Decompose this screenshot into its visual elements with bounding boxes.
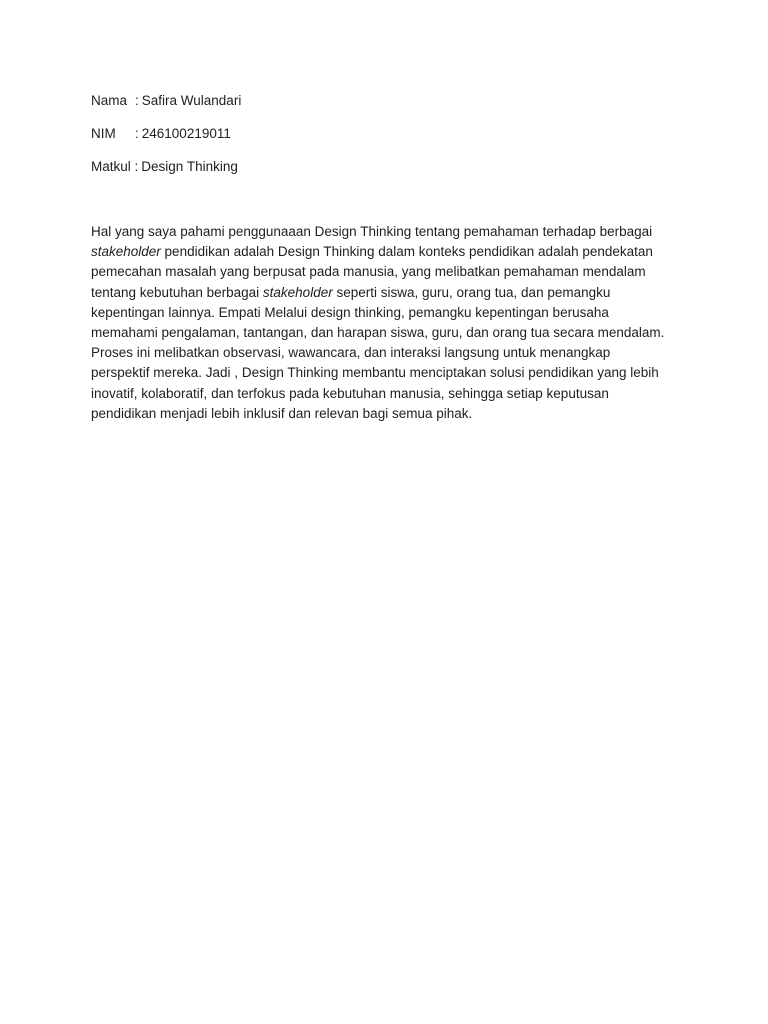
paragraph-line: pemecahan masalah yang berpusat pada manusia, yang melibatkan pemahaman mendalam <box>91 264 646 280</box>
nim-label: NIM <box>91 126 116 141</box>
essay-paragraph <box>91 222 681 424</box>
student-info <box>91 92 241 191</box>
paragraph-line: Hal yang saya pahami penggunaaan Design Thinking tentang pemahaman terhadap berbagai <box>91 224 653 239</box>
paragraph-line: kepentingan lainnya. Empati Melalui design thinking, pemangku kepentingan berusaha <box>91 304 609 320</box>
paragraph-line: pendidikan menjadi lebih inklusif dan relevan bagi semua pihak. <box>91 405 473 421</box>
nim-separator: : <box>135 126 139 141</box>
nim-value: 246100219011 <box>141 126 231 141</box>
course-row <box>91 158 241 176</box>
name-row <box>91 92 241 110</box>
nim-row <box>91 125 241 143</box>
paragraph-line <box>91 242 681 262</box>
course-value: Design Thinking <box>141 159 238 174</box>
name-value: Safira Wulandari <box>141 93 242 108</box>
course-label: Matkul <box>91 159 131 174</box>
paragraph-line: memahami pengalaman, tantangan, dan harapan siswa, guru, dan orang tua secara mendalam. <box>91 325 665 341</box>
stakeholder-term: stakeholder <box>262 284 333 300</box>
name-separator: : <box>135 93 139 108</box>
paragraph-line-text: seperti siswa, guru, orang tua, dan pemangku <box>332 284 611 300</box>
paragraph-line: inovatif, kolaboratif, dan terfokus pada kebutuhan manusia, sehingga setiap keputusan <box>91 385 609 401</box>
paragraph-line-text: pendidikan adalah Design Thinking dalam konteks pendidikan adalah pendekatan <box>160 244 653 260</box>
paragraph-line-text: tentang kebutuhan berbagai <box>91 284 263 300</box>
paragraph-line <box>91 283 681 303</box>
paragraph-line: perspektif mereka. Jadi , Design Thinking membantu menciptakan solusi pendidikan yang lebih <box>91 365 659 381</box>
stakeholder-term: stakeholder <box>91 244 161 260</box>
course-separator: : <box>134 159 139 174</box>
name-label: Nama <box>91 93 128 108</box>
paragraph-line: Proses ini melibatkan observasi, wawancara, dan interaksi langsung untuk menangkap <box>91 345 611 361</box>
